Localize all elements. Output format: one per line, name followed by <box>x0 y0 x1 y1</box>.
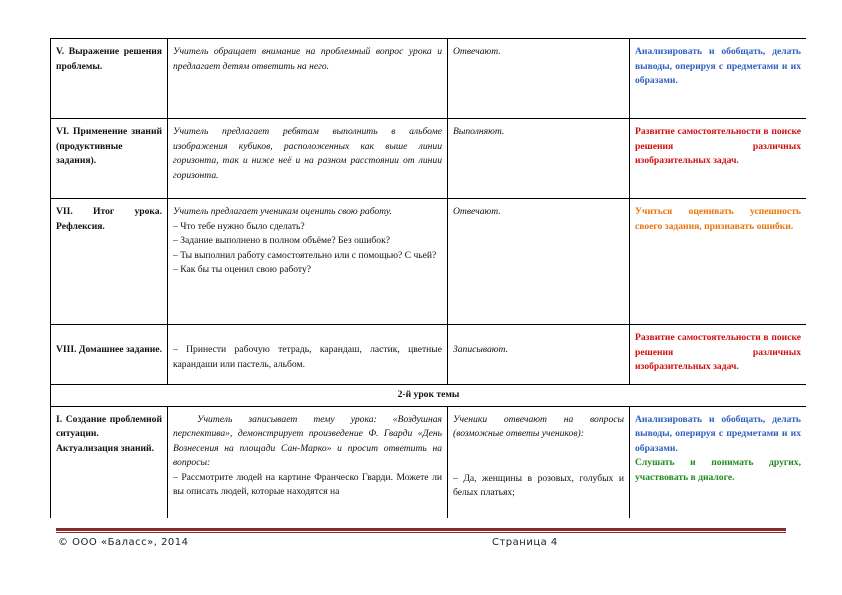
section-title: 2-й урок темы <box>51 385 807 407</box>
question-line: – Задание выполнено в полном объёме? Без ошибок? <box>173 235 390 246</box>
pupil-cell <box>448 406 630 518</box>
footer-divider <box>56 528 786 531</box>
result-cell: Развитие самостоятельности в поиске решения различных изобразительных задач. <box>630 325 807 385</box>
stage-cell: V. Выражение решения проблемы. <box>51 39 168 119</box>
teacher-cell <box>168 199 448 325</box>
teacher-cell: Учитель предлагает ребятам выполнить в альбоме изображения кубиков, расположенных как выше линии горизонта, так и ниже неё и на разном расстоянии от линии горизонта. <box>168 119 448 199</box>
teacher-cell <box>168 406 448 518</box>
lesson-plan-table <box>50 38 806 518</box>
footer-page-number: Страница 4 <box>492 537 558 548</box>
question-line: – Ты выполнил работу самостоятельно или с помощью? С чьей? <box>173 249 437 261</box>
section-row <box>51 385 807 407</box>
teacher-intro: Учитель предлагает ученикам оценить свою работу. <box>173 206 392 217</box>
table-row <box>51 119 807 199</box>
teacher-cell <box>168 325 448 385</box>
teacher-intro: Учитель записывает тему урока: «Воздушная перспектива», демонстрирует произведение Ф. Гварди «День Вознесения на площади Сан-Марко» и просит ответить на вопросы: <box>173 413 442 468</box>
stage-cell: VIII. Домашнее задание. <box>51 325 168 385</box>
result-cell <box>630 406 807 518</box>
result-green: Слушать и понимать других, участвовать в диалоге. <box>635 457 801 483</box>
lesson-plan-table-wrap <box>50 38 806 518</box>
stage-cell: VII. Итог урока. Рефлексия. <box>51 199 168 325</box>
table-row <box>51 199 807 325</box>
stage-cell: I. Создание проблемной ситуации. Актуализация знаний. <box>51 406 168 518</box>
pupil-intro: Ученики отвечают на вопросы (возможные ответы учеников): <box>453 413 624 439</box>
question-line: – Как бы ты оценил свою работу? <box>173 264 312 275</box>
footer-copyright: © ООО «Баласс», 2014 <box>58 537 189 548</box>
pupil-cell: Отвечают. <box>448 39 630 119</box>
result-cell: Анализировать и обобщать, делать выводы, оперируя с предметами и их образами. <box>630 39 807 119</box>
teacher-cell: Учитель обращает внимание на проблемный вопрос урока и предлагает детям ответить на него. <box>168 39 448 119</box>
table-row <box>51 39 807 119</box>
footer-divider-thin <box>56 532 786 533</box>
table-row <box>51 325 807 385</box>
homework-text: – Принести рабочую тетрадь, карандаш, ластик, цветные карандаши или пастель, альбом. <box>173 344 442 370</box>
pupil-cell: Выполняют. <box>448 119 630 199</box>
question-line: – Что тебе нужно было сделать? <box>173 220 305 232</box>
question-line: – Рассмотрите людей на картине Франческо Гварди. Можете ли вы описать людей, которые находятся на <box>173 471 442 497</box>
result-cell: Развитие самостоятельности в поиске решения различных изобразительных задач. <box>630 119 807 199</box>
pupil-cell: Отвечают. <box>448 199 630 325</box>
result-blue: Анализировать и обобщать, делать выводы, оперируя с предметами и их образами. <box>635 413 801 454</box>
pupil-cell: Записывают. <box>448 325 630 385</box>
stage-cell: VI. Применение знаний (продуктивные задания). <box>51 119 168 199</box>
result-cell: Учиться оценивать успешность своего задания, признавать ошибки. <box>630 199 807 325</box>
pupil-answer: – Да, женщины в розовых, голубых и белых платьях; <box>453 472 624 498</box>
table-row <box>51 406 807 518</box>
